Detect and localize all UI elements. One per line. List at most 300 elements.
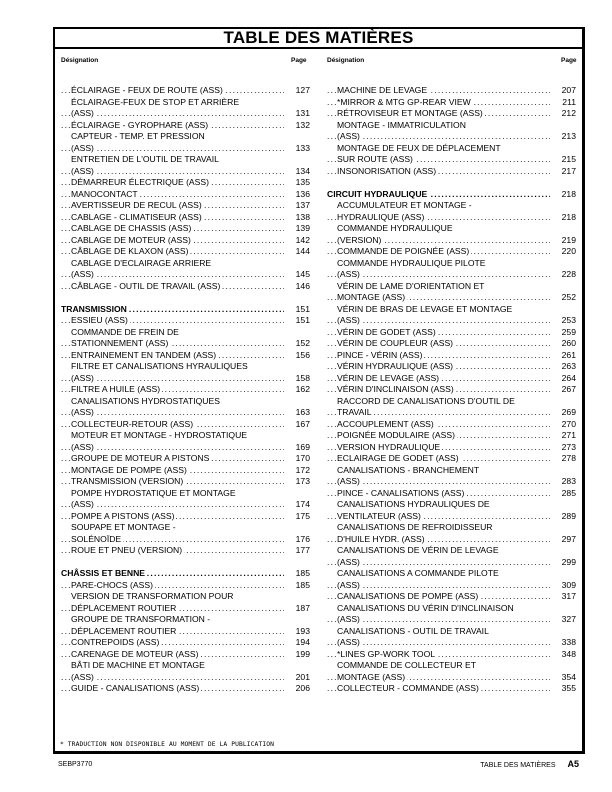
- toc-entry-label: TRANSMISSION: [61, 303, 127, 314]
- toc-entry-page: [550, 200, 577, 212]
- toc-entry-page: 285: [561, 487, 576, 498]
- toc-entry[interactable]: [61, 442, 311, 454]
- toc-entry-label: COMMANDE HYDRAULIQUE PILOTE: [337, 257, 486, 268]
- toc-entry[interactable]: [61, 246, 311, 258]
- toc-entry[interactable]: [327, 649, 577, 661]
- toc-entry-page: 146: [295, 280, 310, 291]
- toc-entry-label: ÉCLAIRAGE-FEUX DE STOP ET ARRIÈRE: [71, 96, 240, 107]
- toc-entry-label: SOUPAPE ET MONTAGE -: [71, 522, 176, 532]
- toc-entry-page: 127: [295, 85, 310, 95]
- toc-entry[interactable]: [327, 361, 577, 373]
- toc-entry-page: 185: [295, 568, 310, 578]
- toc-entry-page: 327: [561, 614, 576, 624]
- toc-entry-label: COMMANDE DE FREIN DE: [71, 326, 179, 337]
- toc-entry[interactable]: [327, 166, 577, 178]
- toc-entry[interactable]: [61, 614, 311, 626]
- toc-entry-page: 217: [561, 165, 576, 176]
- toc-entry-label: VERSION HYDRAULIQUE: [337, 441, 441, 452]
- toc-entry[interactable]: [327, 603, 577, 615]
- toc-entry-label: COMMANDE HYDRAULIQUE: [337, 223, 453, 233]
- toc-entry[interactable]: [61, 327, 311, 339]
- toc-entry-page: 219: [561, 234, 576, 245]
- toc-entry[interactable]: [61, 269, 311, 281]
- toc-entry-page: [284, 97, 311, 109]
- toc-entry[interactable]: [327, 223, 577, 235]
- toc-entry[interactable]: [61, 649, 311, 661]
- toc-entry[interactable]: [61, 534, 311, 546]
- toc-entry[interactable]: [61, 373, 311, 385]
- toc-entry-page: [550, 396, 577, 408]
- toc-entry-page: 283: [561, 476, 576, 486]
- toc-entry-label: POMPE A PISTONS (ASS): [71, 510, 175, 521]
- left-designation-header: Désignation: [61, 57, 99, 64]
- toc-entry[interactable]: [327, 327, 577, 339]
- toc-entry-label: HYDRAULIQUE (ASS): [337, 211, 425, 222]
- toc-entry-label: (ASS): [337, 269, 360, 279]
- toc-entry-label: (ASS): [71, 108, 94, 118]
- toc-entry[interactable]: [61, 177, 311, 189]
- toc-entry-page: 309: [561, 579, 576, 590]
- toc-entry[interactable]: [327, 292, 577, 304]
- toc-entry[interactable]: [61, 591, 311, 603]
- toc-entry-page: 213: [561, 131, 576, 141]
- toc-entry-page: 263: [561, 361, 576, 371]
- toc-entry[interactable]: [327, 453, 577, 465]
- toc-entry-label: CONTREPOIDS (ASS): [71, 637, 160, 647]
- toc-entry-label: ACCOUPLEMENT (ASS): [337, 418, 434, 429]
- toc-entry-page: 269: [561, 407, 576, 417]
- toc-entry-page: 177: [295, 545, 310, 555]
- toc-entry-label: SUR ROUTE (ASS): [337, 154, 413, 164]
- toc-entry-page: 253: [561, 315, 576, 325]
- toc-entry[interactable]: [327, 154, 577, 166]
- toc-entry-label: CAPTEUR - TEMP. ET PRESSION: [71, 131, 205, 141]
- toc-entry-page: [284, 361, 311, 373]
- toc-entry-label: (ASS): [337, 556, 360, 567]
- toc-entry[interactable]: [327, 580, 577, 592]
- toc-entry-page: 139: [295, 223, 310, 233]
- toc-entry[interactable]: [61, 568, 311, 580]
- toc-entry-page: [550, 143, 577, 155]
- toc-entry[interactable]: [61, 672, 311, 684]
- toc-entry-page: 152: [295, 338, 310, 348]
- toc-entry-label: DÉPLACEMENT ROUTIER: [71, 602, 177, 613]
- toc-entry[interactable]: [61, 143, 311, 155]
- toc-entry-label: CABLAGE DE MOTEUR (ASS): [71, 234, 191, 245]
- toc-entry[interactable]: [327, 281, 577, 293]
- toc-entry[interactable]: [61, 476, 311, 488]
- toc-entry[interactable]: [327, 568, 577, 580]
- toc-entry[interactable]: [327, 442, 577, 454]
- toc-entry-page: 173: [295, 476, 310, 486]
- toc-entry-page: 212: [561, 108, 576, 118]
- toc-entry[interactable]: [61, 499, 311, 511]
- toc-entry[interactable]: [327, 534, 577, 546]
- toc-entry[interactable]: [61, 200, 311, 212]
- toc-entry-page: 175: [295, 510, 310, 521]
- toc-entry-page: 273: [561, 441, 576, 452]
- toc-entry-label: GROUPE DE TRANSFORMATION -: [71, 614, 211, 624]
- toc-entry[interactable]: [327, 269, 577, 281]
- toc-entry[interactable]: [327, 131, 577, 143]
- toc-entry-page: 170: [295, 453, 310, 463]
- toc-entry-page: 297: [561, 533, 576, 544]
- toc-entry[interactable]: [61, 166, 311, 178]
- toc-entry-page: 218: [561, 211, 576, 222]
- toc-entry-label: (ASS): [71, 499, 94, 509]
- toc-entry-page: 137: [295, 200, 310, 210]
- toc-entry-page: 270: [561, 418, 576, 429]
- toc-entry[interactable]: [61, 154, 311, 166]
- right-page-header: Page: [561, 57, 577, 64]
- toc-entry[interactable]: [61, 453, 311, 465]
- toc-entry[interactable]: [327, 545, 577, 557]
- toc-entry-page: 201: [295, 671, 310, 682]
- toc-entry[interactable]: [327, 373, 577, 385]
- toc-entry-page: [284, 660, 311, 672]
- toc-entry[interactable]: [327, 384, 577, 396]
- toc-entry[interactable]: [61, 660, 311, 672]
- toc-entry[interactable]: [327, 488, 577, 500]
- toc-entry[interactable]: [61, 603, 311, 615]
- toc-entry-label: VÉRIN DE LAME D'ORIENTATION ET: [337, 280, 485, 291]
- toc-entry[interactable]: [327, 591, 577, 603]
- toc-entry-page: 278: [561, 453, 576, 463]
- toc-entry[interactable]: [61, 419, 311, 431]
- toc-entry[interactable]: [327, 97, 577, 109]
- toc-entry[interactable]: [61, 465, 311, 477]
- toc-entry-label: CANALISATIONS DU VÉRIN D'INCLINAISON: [337, 602, 514, 613]
- toc-entry-label: VÉRIN HYDRAULIQUE (ASS): [337, 361, 454, 371]
- toc-entry-page: 193: [295, 625, 310, 636]
- toc-entry-label: CANALISATIONS HYDRAULIQUES DE: [337, 499, 490, 509]
- toc-entry-page: 176: [295, 533, 310, 544]
- toc-entry-label: TRANSMISSION (VERSION): [71, 476, 184, 486]
- toc-entry[interactable]: [61, 361, 311, 373]
- toc-entry-page: 142: [295, 234, 310, 245]
- toc-entry-label: *MIRROR & MTG GP-REAR VIEW: [337, 96, 471, 107]
- toc-entry[interactable]: [61, 488, 311, 500]
- toc-entry-page: [550, 545, 577, 557]
- toc-entry[interactable]: [61, 85, 311, 97]
- toc-entry[interactable]: [327, 108, 577, 120]
- toc-entry-page: [550, 660, 577, 672]
- toc-entry-page: [284, 258, 311, 270]
- toc-entry[interactable]: [327, 522, 577, 534]
- toc-entry-page: [284, 396, 311, 408]
- toc-entry[interactable]: [61, 626, 311, 638]
- toc-entry-page: 167: [295, 418, 310, 429]
- toc-entry-label: VÉRIN DE GODET (ASS): [337, 326, 436, 337]
- toc-entry-label: CHÂSSIS ET BENNE: [61, 568, 146, 578]
- toc-entry[interactable]: [327, 189, 577, 201]
- toc-entry-page: [284, 591, 311, 603]
- toc-entry-label: POIGNÉE MODULAIRE (ASS): [337, 430, 455, 440]
- toc-entry-label: SOLÉNOÏDE: [71, 533, 122, 544]
- toc-entry-label: PINCE - CANALISATIONS (ASS): [337, 487, 465, 498]
- toc-entry[interactable]: [61, 108, 311, 120]
- toc-entry-page: [284, 327, 311, 339]
- toc-entry-page: [550, 223, 577, 235]
- toc-entry-page: [284, 614, 311, 626]
- toc-entry-page: 264: [561, 372, 576, 383]
- toc-entry[interactable]: [61, 97, 311, 109]
- toc-entry-label: VÉRIN DE BRAS DE LEVAGE ET MONTAGE: [337, 303, 513, 314]
- toc-entry-label: VÉRIN D'INCLINAISON (ASS): [337, 384, 454, 394]
- toc-entry[interactable]: [327, 465, 577, 477]
- toc-entry-page: 132: [295, 119, 310, 130]
- toc-entry[interactable]: [61, 212, 311, 224]
- page-title: TABLE DES MATIÈRES: [223, 28, 414, 47]
- toc-entry-label: (ASS): [337, 476, 360, 486]
- toc-entry-label: CANALISATIONS DE POMPE (ASS): [337, 591, 479, 601]
- toc-entry-label: DÉPLACEMENT ROUTIER: [71, 625, 177, 636]
- toc-entry[interactable]: [327, 557, 577, 569]
- toc-entry[interactable]: [61, 189, 311, 201]
- left-page-header: Page: [291, 57, 307, 64]
- toc-entry-label: MANOCONTACT: [71, 188, 138, 199]
- toc-entry[interactable]: [327, 143, 577, 155]
- toc-entry-label: CANALISATIONS - BRANCHEMENT: [337, 464, 480, 475]
- toc-entry[interactable]: [327, 614, 577, 626]
- toc-entry-page: [550, 499, 577, 511]
- toc-entry[interactable]: [61, 258, 311, 270]
- toc-entry-label: (ASS): [71, 269, 94, 279]
- toc-entry-page: 207: [561, 85, 576, 95]
- toc-entry[interactable]: [327, 476, 577, 488]
- toc-entry-label: D'HUILE HYDR. (ASS): [337, 533, 425, 544]
- toc-entry-label: MACHINE DE LEVAGE: [337, 85, 428, 95]
- toc-entry-label: (VERSION): [337, 234, 382, 245]
- toc-entry[interactable]: [327, 304, 577, 316]
- toc-entry-page: [550, 603, 577, 615]
- toc-entry-label: COMMANDE DE POIGNÉE (ASS): [337, 246, 470, 256]
- toc-entry-label: MONTAGE DE FEUX DE DÉPLACEMENT: [337, 142, 501, 153]
- toc-entry[interactable]: [327, 407, 577, 419]
- toc-entry-label: FILTRE ET CANALISATIONS HYRAULIQUES: [71, 361, 248, 371]
- toc-entry-label: CANALISATIONS DE VÉRIN DE LEVAGE: [337, 545, 499, 555]
- toc-entry[interactable]: [327, 200, 577, 212]
- toc-entry-label: (ASS): [71, 372, 94, 383]
- toc-entry-label: FILTRE A HUILE (ASS): [71, 384, 161, 394]
- toc-entry-label: CANALISATIONS - OUTIL DE TRAVAIL: [337, 625, 489, 636]
- toc-entry[interactable]: [61, 338, 311, 350]
- toc-right-column: [327, 85, 577, 695]
- toc-entry-page: 144: [295, 246, 310, 256]
- toc-entry-label: (ASS): [337, 637, 360, 647]
- toc-entry-label: ECLAIRAGE DE GODET (ASS): [337, 453, 459, 463]
- toc-entry[interactable]: [327, 511, 577, 523]
- toc-entry[interactable]: [61, 223, 311, 235]
- toc-left-column: [61, 85, 311, 695]
- toc-entry[interactable]: [327, 683, 577, 695]
- toc-entry-label: TRAVAIL: [337, 407, 372, 417]
- toc-entry-label: CÂBLAGE - OUTIL DE TRAVAIL (ASS): [71, 280, 221, 291]
- toc-entry-label: PINCE - VÉRIN (ASS): [337, 349, 423, 360]
- toc-entry-page: 317: [561, 591, 576, 601]
- toc-entry-page: 355: [561, 683, 576, 693]
- toc-entry-page: [550, 120, 577, 132]
- toc-entry-label: CARENAGE DE MOTEUR (ASS): [71, 648, 199, 659]
- toc-entry[interactable]: [61, 637, 311, 649]
- toc-entry[interactable]: [61, 120, 311, 132]
- toc-entry[interactable]: [327, 672, 577, 684]
- toc-entry[interactable]: [61, 281, 311, 293]
- toc-entry-label: (ASS): [337, 579, 360, 590]
- toc-entry-page: 151: [295, 303, 310, 314]
- toc-entry-page: 133: [295, 142, 310, 153]
- toc-entry-label: CANALISATIONS DE REFROIDISSEUR: [337, 522, 493, 532]
- toc-entry-label: PARE-CHOCS (ASS): [71, 579, 153, 590]
- toc-entry-page: 156: [295, 349, 310, 360]
- toc-entry-label: INSONORISATION (ASS): [337, 165, 437, 176]
- toc-entry-page: [550, 568, 577, 580]
- toc-entry[interactable]: [327, 258, 577, 270]
- toc-entry-page: 158: [295, 372, 310, 383]
- toc-entry-label: COLLECTEUR - COMMANDE (ASS): [337, 683, 479, 693]
- toc-entry-label: VERSION DE TRANSFORMATION POUR: [71, 591, 234, 601]
- toc-entry-label: GROUPE DE MOTEUR A PISTONS: [71, 453, 210, 463]
- toc-entry-label: CABLAGE - CLIMATISEUR (ASS): [71, 211, 202, 222]
- toc-entry-page: 169: [295, 441, 310, 452]
- toc-entry-label: CANALISATIONS A COMMANDE PILOTE: [337, 568, 499, 578]
- toc-entry-label: DÉMARREUR ÉLECTRIQUE (ASS): [71, 177, 209, 187]
- toc-entry-page: 260: [561, 338, 576, 348]
- toc-entry[interactable]: [61, 430, 311, 442]
- toc-entry-page: [550, 258, 577, 270]
- toc-entry-label: COMMANDE DE COLLECTEUR ET: [337, 660, 476, 670]
- toc-entry-page: 174: [295, 499, 310, 509]
- toc-entry[interactable]: [61, 511, 311, 523]
- toc-entry-label: CANALISATIONS HYDROSTATIQUES: [71, 395, 220, 406]
- toc-entry-page: [550, 522, 577, 534]
- toc-entry-label: VENTILATEUR (ASS): [337, 510, 421, 521]
- footer-right: [480, 759, 579, 769]
- toc-entry[interactable]: [61, 407, 311, 419]
- toc-entry-page: 348: [561, 648, 576, 659]
- toc-entry-label: (ASS): [71, 441, 94, 452]
- toc-entry-page: 252: [561, 292, 576, 302]
- toc-entry-page: 228: [561, 269, 576, 279]
- toc-entry-label: ENTRAINEMENT EN TANDEM (ASS): [71, 349, 217, 360]
- toc-entry-page: [550, 304, 577, 316]
- toc-entry[interactable]: [61, 545, 311, 557]
- title-bar: [55, 29, 582, 49]
- toc-entry-label: ENTRETIEN DE L'OUTIL DE TRAVAIL: [71, 154, 219, 164]
- toc-entry-page: 259: [561, 326, 576, 337]
- toc-entry[interactable]: [327, 396, 577, 408]
- toc-entry-page: [284, 488, 311, 500]
- toc-entry[interactable]: [327, 235, 577, 247]
- toc-entry[interactable]: [61, 350, 311, 362]
- toc-entry[interactable]: [61, 522, 311, 534]
- toc-entry-page: 267: [561, 384, 576, 394]
- toc-entry-label: ESSIEU (ASS): [71, 315, 128, 325]
- toc-entry-page: 145: [295, 269, 310, 279]
- toc-entry-label: RACCORD DE CANALISATIONS D'OUTIL DE: [337, 395, 515, 406]
- toc-entry[interactable]: [327, 499, 577, 511]
- toc-entry[interactable]: [61, 683, 311, 695]
- toc-entry-label: MONTAGE - IMMATRICULATION: [337, 119, 466, 130]
- toc-entry-label: ACCUMULATEUR ET MONTAGE -: [337, 200, 472, 210]
- toc-entry[interactable]: [327, 637, 577, 649]
- toc-entry-label: (ASS): [71, 165, 94, 176]
- toc-entry[interactable]: [327, 338, 577, 350]
- toc-entry-page: 206: [295, 683, 310, 693]
- toc-entry[interactable]: [327, 85, 577, 97]
- toc-entry-page: 172: [295, 464, 310, 475]
- toc-entry[interactable]: [61, 315, 311, 327]
- toc-entry-label: CABLAGE DE CHASSIS (ASS): [71, 223, 192, 233]
- toc-entry-label: STATIONNEMENT (ASS): [71, 338, 169, 348]
- toc-entry-page: 211: [562, 96, 576, 107]
- toc-entry-page: 135: [295, 177, 310, 187]
- toc-entry-label: CIRCUIT HYDRAULIQUE: [327, 188, 428, 199]
- toc-entry-label: (ASS): [71, 671, 94, 682]
- toc-entry-page: 138: [295, 211, 310, 222]
- toc-entry-page: 220: [561, 246, 576, 256]
- toc-entry-page: 215: [561, 154, 576, 164]
- toc-entry-label: ROUE ET PNEU (VERSION): [71, 545, 183, 555]
- toc-entry-page: 199: [295, 648, 310, 659]
- page-number: A5: [567, 759, 579, 769]
- toc-entry[interactable]: [61, 235, 311, 247]
- toc-entry[interactable]: [327, 246, 577, 258]
- toc-entry[interactable]: [327, 350, 577, 362]
- toc-entry-label: COLLECTEUR-RETOUR (ASS): [71, 418, 194, 429]
- toc-entry-label: CÂBLAGE DE KLAXON (ASS): [71, 246, 189, 256]
- toc-entry-label: ÉCLAIRAGE - GYROPHARE (ASS): [71, 119, 209, 130]
- toc-entry[interactable]: [327, 212, 577, 224]
- toc-entry-page: [284, 154, 311, 166]
- toc-entry-label: (ASS): [337, 614, 360, 624]
- toc-entry-label: (ASS): [337, 131, 360, 141]
- toc-entry[interactable]: [61, 304, 311, 316]
- toc-entry[interactable]: [327, 626, 577, 638]
- toc-entry-page: 261: [561, 349, 576, 360]
- toc-entry-label: (ASS): [71, 142, 94, 153]
- toc-entry[interactable]: [61, 396, 311, 408]
- toc-entry-label: AVERTISSEUR DE RECUL (ASS): [71, 200, 202, 210]
- toc-entry-label: MONTAGE (ASS): [337, 292, 406, 302]
- toc-entry-page: 163: [295, 407, 310, 417]
- toc-entry-page: [284, 430, 311, 442]
- toc-entry[interactable]: [327, 430, 577, 442]
- toc-entry-page: [550, 465, 577, 477]
- toc-entry-page: 338: [561, 637, 576, 647]
- toc-entry-page: 271: [561, 430, 576, 440]
- toc-entry[interactable]: [327, 315, 577, 327]
- toc-entry[interactable]: [61, 131, 311, 143]
- toc-entry[interactable]: [327, 120, 577, 132]
- toc-entry-page: 151: [295, 315, 310, 325]
- toc-entry[interactable]: [327, 660, 577, 672]
- toc-entry-page: 354: [561, 671, 576, 682]
- toc-entry[interactable]: [61, 384, 311, 396]
- toc-entry-page: 185: [295, 579, 310, 590]
- toc-frame: [53, 27, 585, 754]
- toc-entry-page: 218: [561, 188, 576, 199]
- toc-entry-page: [550, 626, 577, 638]
- toc-entry[interactable]: [61, 580, 311, 592]
- toc-entry-page: 162: [295, 384, 310, 394]
- toc-entry-label: MOTEUR ET MONTAGE - HYDROSTATIQUE: [71, 430, 248, 440]
- toc-entry-page: 136: [295, 188, 310, 199]
- toc-entry[interactable]: [327, 419, 577, 431]
- toc-entry-label: (ASS): [337, 315, 360, 325]
- toc-entry-page: 299: [561, 556, 576, 567]
- toc-entry-page: [284, 131, 311, 143]
